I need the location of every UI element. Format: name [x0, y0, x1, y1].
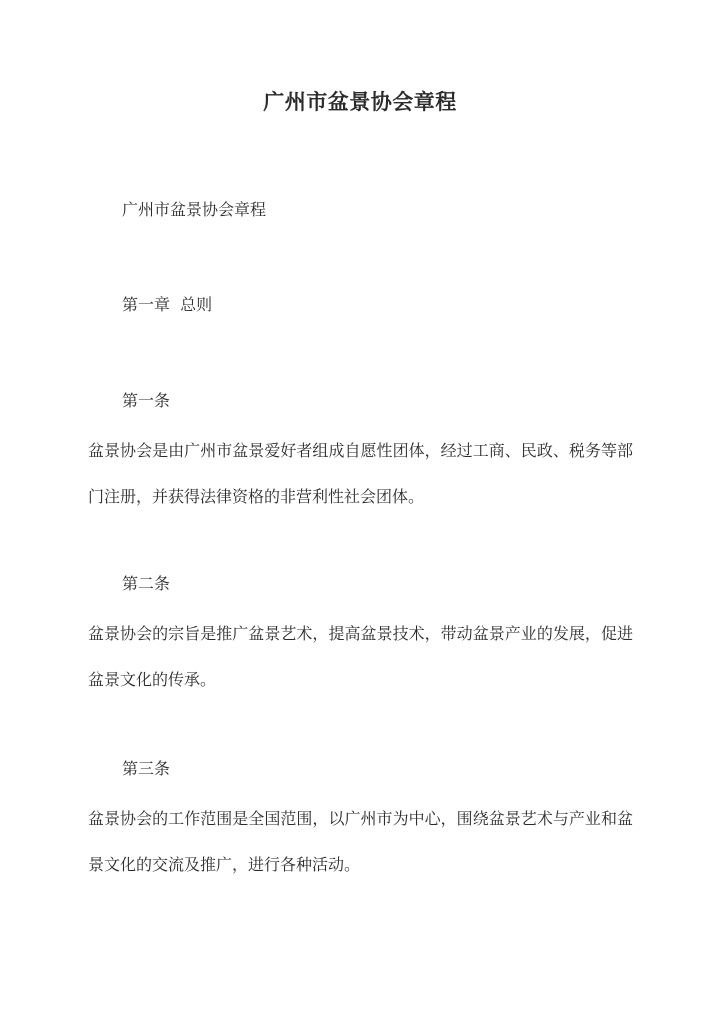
article-heading: 第一条	[122, 391, 171, 410]
article-body: 盆景协会的宗旨是推广盆景艺术，提高盆景技术，带动盆景产业的发展，促进盆景文化的传承。	[88, 624, 633, 689]
chapter-heading: 第一章 总则	[122, 295, 213, 314]
article-body: 盆景协会的工作范围是全国范围，以广州市为中心，围绕盆景艺术与产业和盆景文化的交流及推广，进行各种活动。	[88, 809, 633, 874]
article-heading: 第二条	[122, 574, 171, 593]
document-title: 广州市盆景协会章程	[263, 89, 457, 114]
article-heading: 第三条	[122, 759, 171, 778]
article-body: 盆景协会是由广州市盆景爱好者组成自愿性团体，经过工商、民政、税务等部门注册，并获得法律资格的非营利性社会团体。	[88, 441, 633, 506]
document-subtitle: 广州市盆景协会章程	[122, 200, 267, 219]
